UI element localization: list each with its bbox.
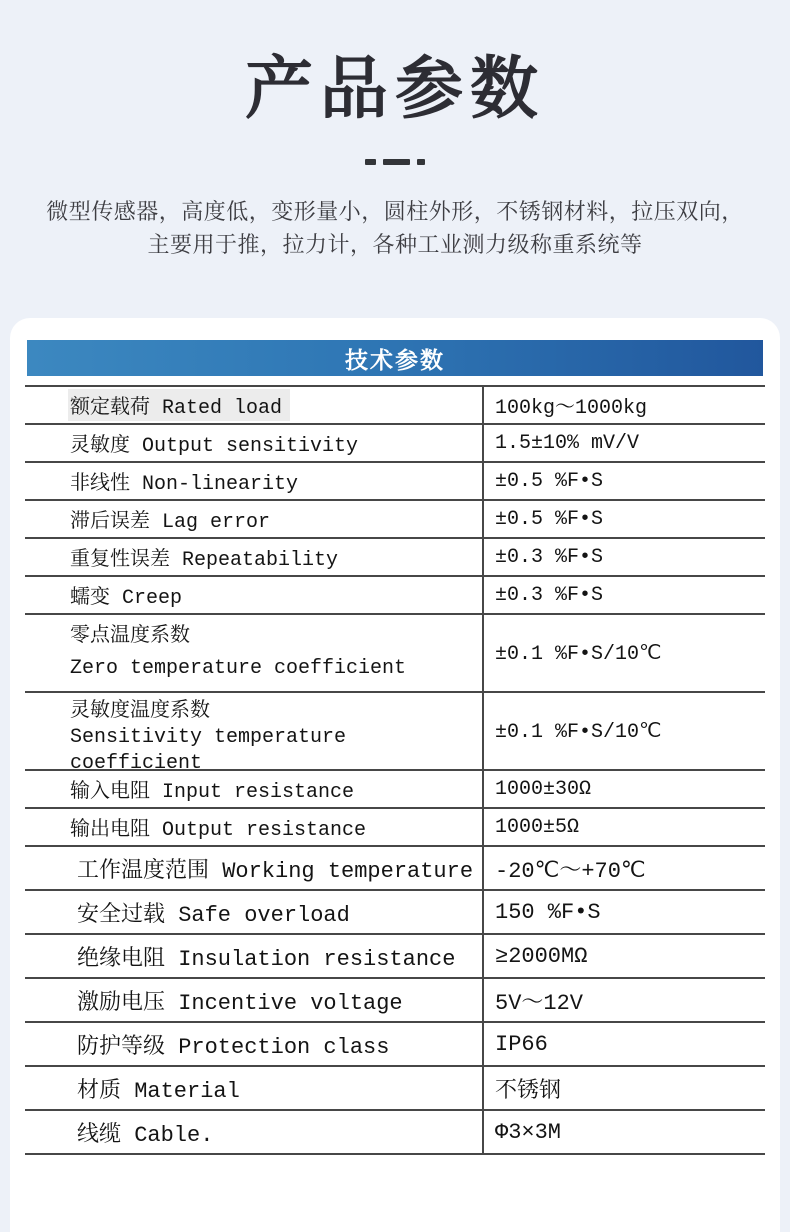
spec-value: ±0.1 %F•S/10℃ bbox=[482, 693, 765, 769]
spec-value: ±0.5 %F•S bbox=[482, 463, 765, 499]
spec-label: 灵敏度 Output sensitivity bbox=[70, 435, 359, 458]
spec-label: 防护等级 Protection class bbox=[77, 1034, 390, 1060]
spec-label: 工作温度范围 Working temperature bbox=[77, 858, 474, 884]
spec-row bbox=[25, 613, 765, 691]
spec-value: IP66 bbox=[482, 1023, 765, 1065]
spec-label: 材质 Material bbox=[77, 1078, 240, 1104]
spec-value: 150 %F•S bbox=[482, 891, 765, 933]
spec-label: 滞后误差 Lag error bbox=[70, 511, 271, 534]
spec-label: 零点温度系数 Zero temperature coefficient bbox=[70, 625, 407, 680]
spec-label: 额定载荷 Rated load bbox=[25, 387, 482, 423]
spec-value: ≥2000MΩ bbox=[482, 935, 765, 977]
spec-row bbox=[25, 537, 765, 575]
spec-label: 线缆 Cable. bbox=[77, 1122, 214, 1148]
spec-value: 1000±30Ω bbox=[482, 771, 765, 807]
section-header-bar bbox=[27, 340, 763, 376]
spec-row bbox=[25, 845, 765, 889]
title-dash-decoration-icon bbox=[0, 159, 790, 165]
spec-label: 非线性 Non-linearity bbox=[70, 473, 299, 496]
spec-value: ±0.1 %F•S/10℃ bbox=[482, 615, 765, 691]
spec-row bbox=[25, 807, 765, 845]
spec-value: -20℃～+70℃ bbox=[482, 847, 765, 889]
spec-label: 绝缘电阻 Insulation resistance bbox=[77, 946, 456, 972]
spec-row bbox=[25, 977, 765, 1021]
spec-value: 5V～12V bbox=[482, 979, 765, 1021]
spec-table bbox=[25, 385, 765, 1155]
spec-row bbox=[25, 575, 765, 613]
product-description-line2: 主要用于推，拉力计，各种工业测力级称重系统等 bbox=[147, 231, 643, 257]
product-description-line1: 微型传感器，高度低，变形量小，圆柱外形，不锈钢材料，拉压双向， bbox=[46, 198, 744, 224]
spec-row bbox=[25, 933, 765, 977]
spec-row bbox=[25, 889, 765, 933]
spec-row bbox=[25, 423, 765, 461]
page-header bbox=[0, 0, 790, 261]
spec-row bbox=[25, 385, 765, 423]
spec-value: ±0.3 %F•S bbox=[482, 539, 765, 575]
spec-card bbox=[10, 318, 780, 1232]
spec-value: Φ3×3M bbox=[482, 1111, 765, 1153]
spec-label: 重复性误差 Repeatability bbox=[70, 549, 339, 572]
spec-value: ±0.5 %F•S bbox=[482, 501, 765, 537]
spec-value: ±0.3 %F•S bbox=[482, 577, 765, 613]
spec-label: 安全过载 Safe overload bbox=[77, 902, 350, 928]
spec-value: 1.5±10% mV/V bbox=[482, 425, 765, 461]
spec-row bbox=[25, 1021, 765, 1065]
section-title: 技术参数 bbox=[345, 346, 445, 373]
spec-label: 蠕变 Creep bbox=[70, 587, 183, 610]
spec-label: 输入电阻 Input resistance bbox=[70, 781, 355, 804]
spec-row bbox=[25, 691, 765, 775]
spec-label: 灵敏度温度系数 Sensitivity temperature coefficient bbox=[70, 700, 347, 775]
spec-row bbox=[25, 1065, 765, 1109]
spec-row bbox=[25, 769, 765, 807]
spec-value: 不锈钢 bbox=[482, 1067, 765, 1109]
spec-row bbox=[25, 1109, 765, 1153]
spec-row bbox=[25, 461, 765, 499]
spec-value: 100kg～1000kg bbox=[482, 387, 765, 423]
spec-label: 激励电压 Incentive voltage bbox=[77, 990, 403, 1016]
spec-value: 1000±5Ω bbox=[482, 809, 765, 845]
spec-row bbox=[25, 499, 765, 537]
spec-label: 输出电阻 Output resistance bbox=[70, 819, 367, 842]
product-description bbox=[0, 195, 790, 261]
page-title: 产品参数 bbox=[244, 51, 545, 127]
